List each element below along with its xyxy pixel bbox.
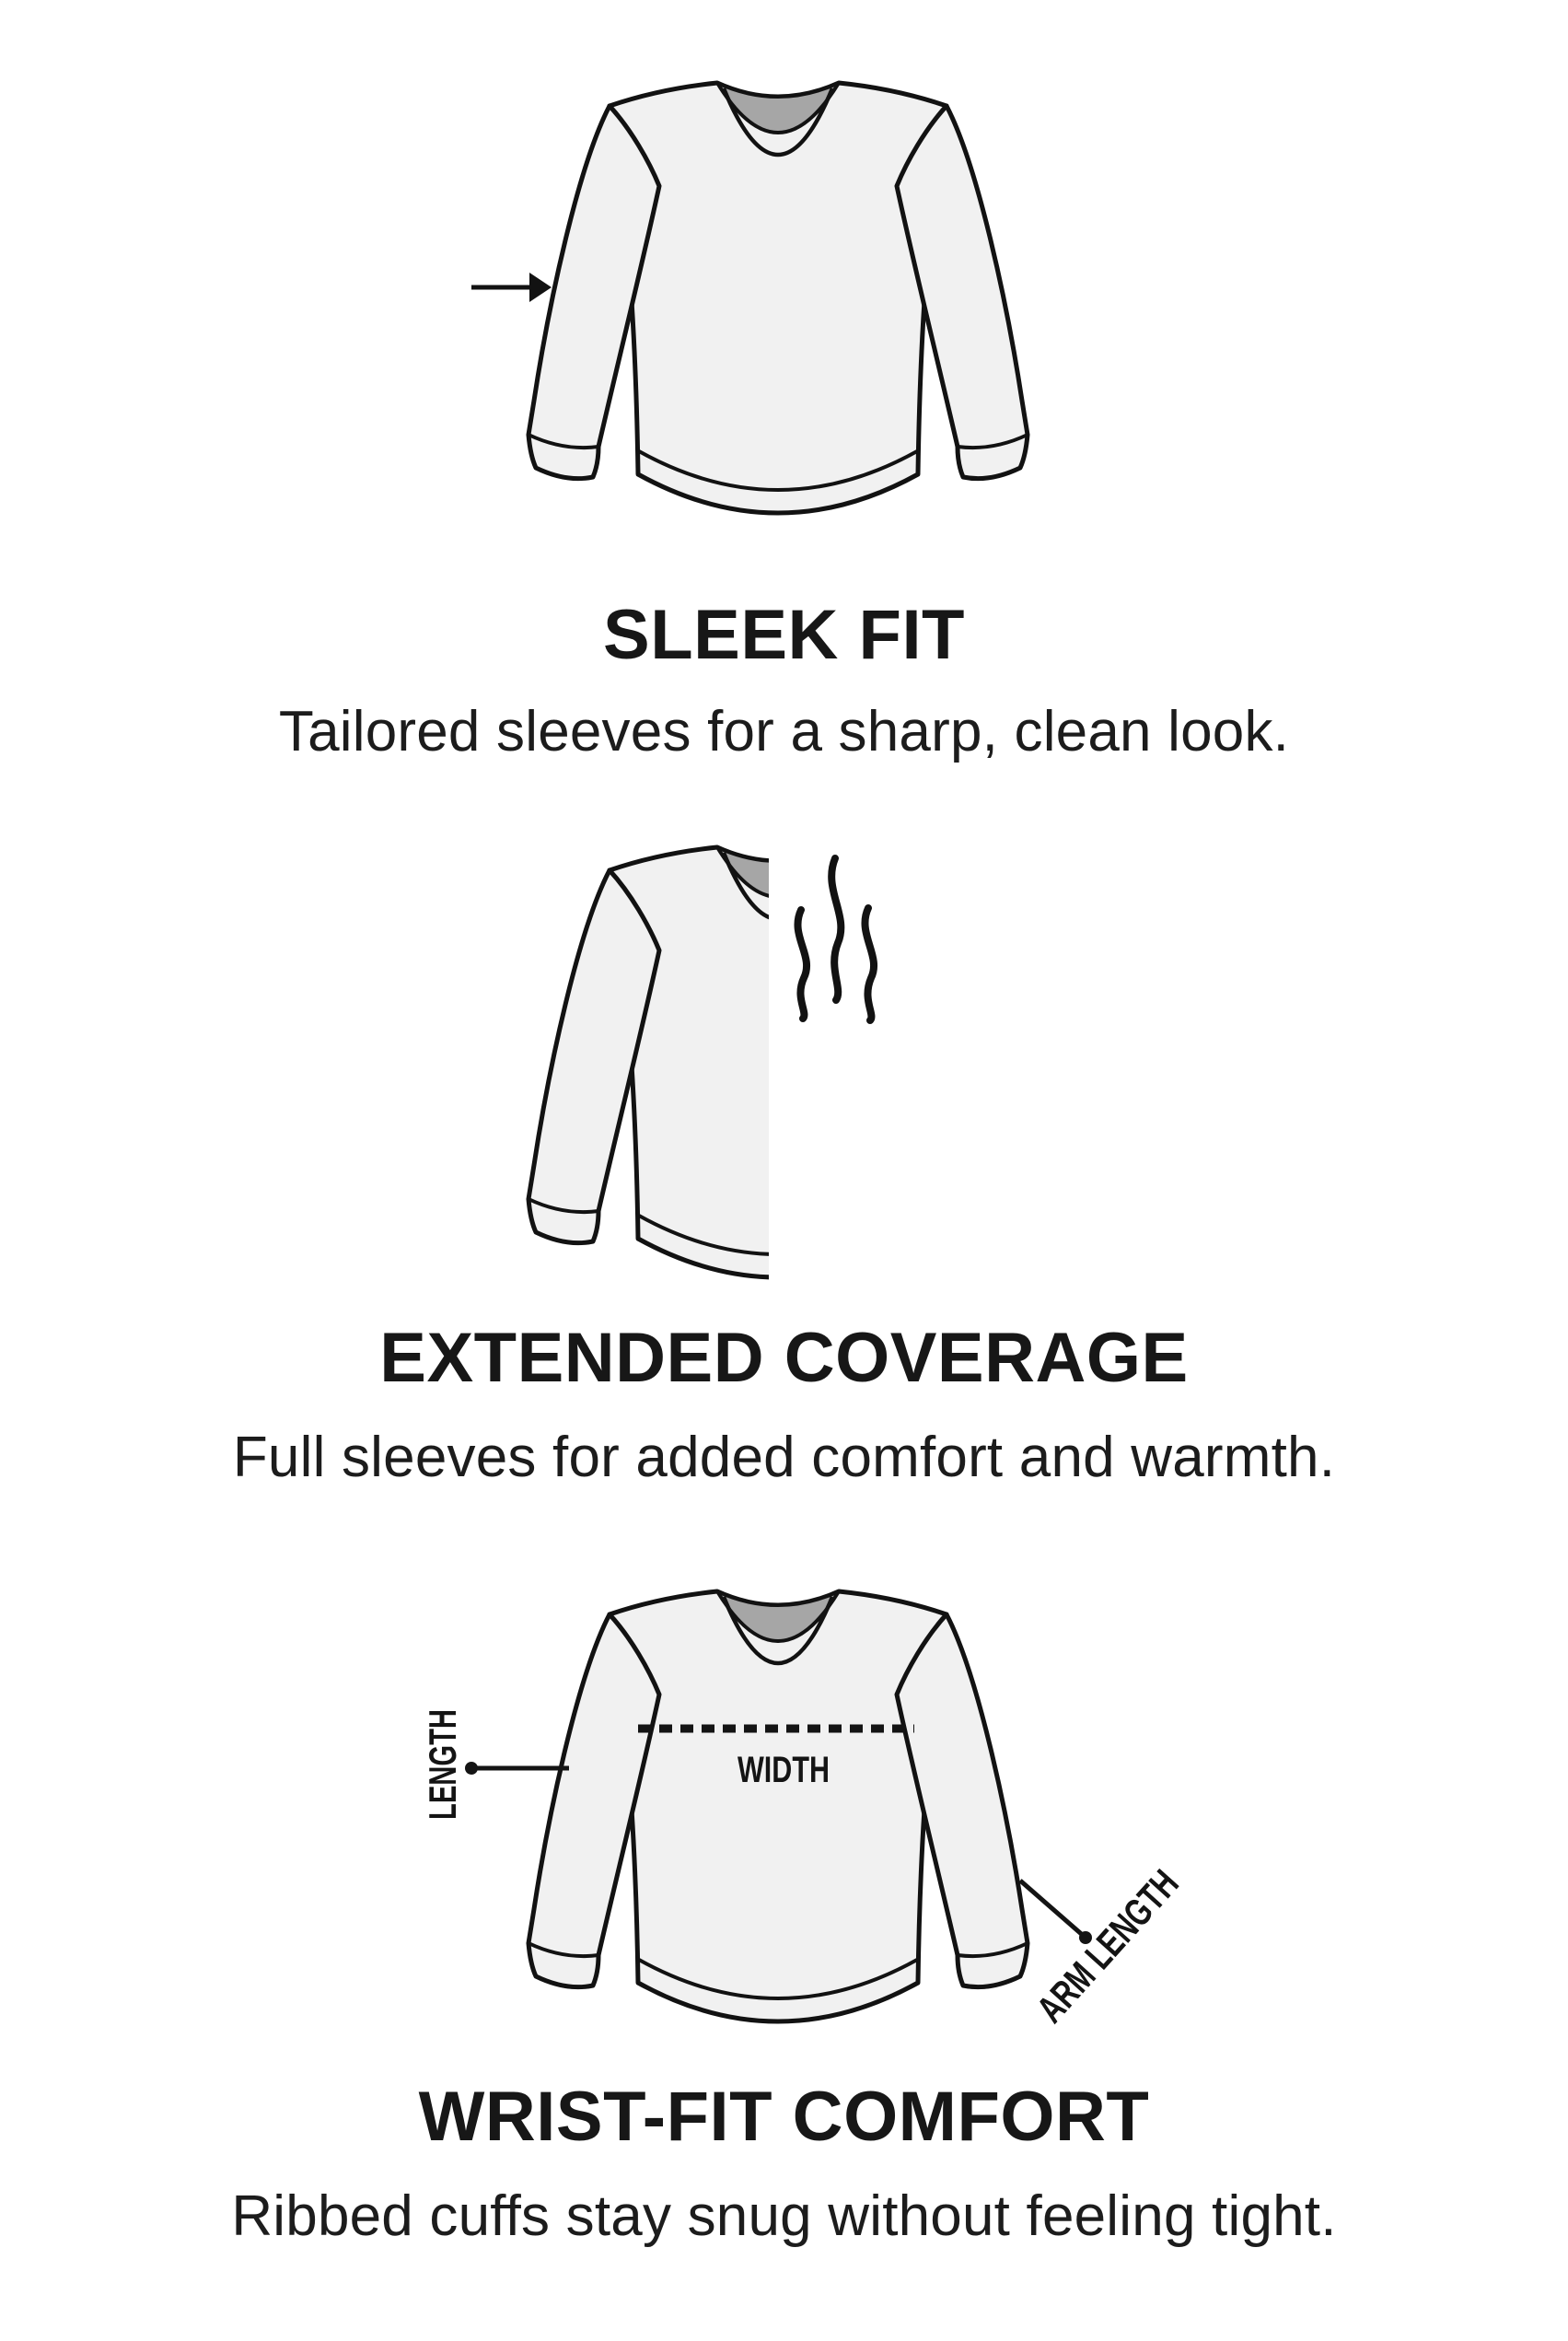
length-annotation bbox=[421, 1660, 569, 1820]
shirt-measurement-diagram bbox=[331, 1577, 1234, 2056]
length-label: LENGTH bbox=[421, 1660, 464, 1820]
section-subtitle-extended-coverage: Full sleeves for added comfort and warmth. bbox=[232, 1426, 1336, 1489]
half-shirt-with-steam-illustration bbox=[460, 838, 1086, 1299]
shirt-icon bbox=[528, 1591, 1028, 2021]
width-label: WIDTH bbox=[738, 1750, 830, 1790]
section-subtitle-sleek-fit: Tailored sleeves for a sharp, clean look. bbox=[278, 700, 1290, 763]
shirt-icon bbox=[528, 83, 1028, 513]
section-title-sleek-fit: SLEEK FIT bbox=[603, 596, 965, 674]
section-subtitle-wrist-fit-comfort: Ribbed cuffs stay snug without feeling tight. bbox=[231, 2184, 1337, 2248]
measurement-dot-icon bbox=[465, 1762, 478, 1775]
section-title-wrist-fit-comfort: WRIST-FIT COMFORT bbox=[418, 2078, 1150, 2156]
arm-length-line bbox=[1020, 1881, 1086, 1938]
section-title-extended-coverage: EXTENDED COVERAGE bbox=[379, 1319, 1189, 1397]
steam-icon bbox=[797, 858, 874, 1020]
arrow-right-icon bbox=[471, 273, 552, 302]
arm-length-label: ARM LENGTH bbox=[1028, 1810, 1234, 2032]
arm-length-annotation bbox=[1020, 1810, 1234, 2032]
shirt-half-icon bbox=[528, 847, 1028, 1277]
shirt-with-arrow-illustration bbox=[460, 74, 1086, 534]
